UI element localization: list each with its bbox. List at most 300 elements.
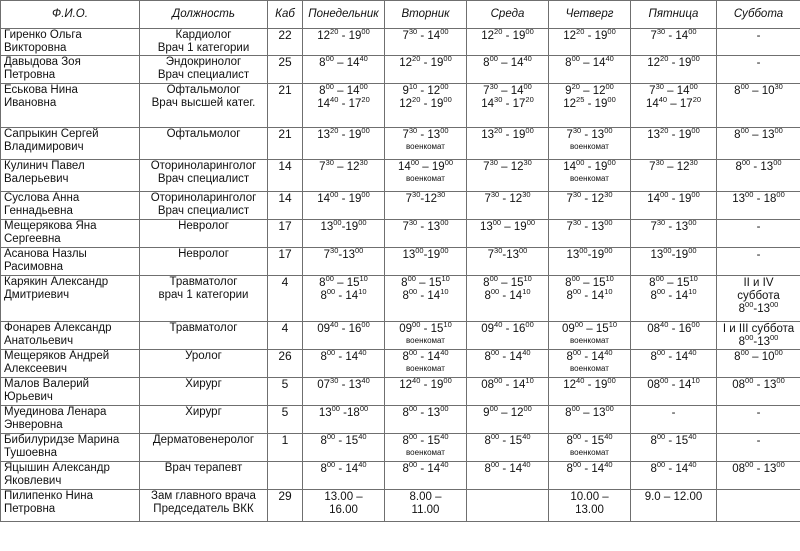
schedule-thursday [549,160,631,192]
schedule-saturday [717,160,800,192]
time-range: 9.0 – 12.00 [644,491,703,503]
time-range: $8^{00} - 13^{00}$ [402,404,449,419]
doctor-position [140,29,268,56]
time-range: $8^{00} - 14^{40}$ [484,460,531,475]
time-range: $8^{00}-13^{00}$ [738,333,779,348]
doctor-name-line: Давыдова Зоя [4,56,81,68]
doctor-position-line: Хирург [185,378,222,390]
schedule-monday [303,406,385,434]
schedule-tuesday [385,406,467,434]
doctor-name-line: Яковлевич [4,475,62,487]
schedule-friday [631,128,717,160]
schedule-friday [631,490,717,522]
time-range: $7^{30} - 13^{00}$ [566,218,613,233]
doctor-position-line: Врач 1 категории [157,42,250,54]
time-range: 11.00 [411,504,440,516]
col-header-position: Должность [140,1,268,29]
doctor-name-line: Гиренко Ольга [4,29,82,41]
time-range: $14^{00} - 19^{00}$ [647,190,700,205]
doctor-position-line: Оториноларинголог [150,160,257,172]
time-range: $7^{30} - 13^{00}$ [402,126,449,141]
table-row [1,434,800,462]
doctor-name-line: Яцышин Александр [4,462,110,474]
schedule-thursday [549,350,631,378]
schedule-saturday [717,462,800,490]
time-range: - [756,435,761,447]
time-range: $9^{00} - 12^{00}$ [483,404,532,419]
doctor-name-line: Малов Валерий [4,378,90,390]
time-range: $12^{20} - 19^{00}$ [399,54,452,69]
schedule-thursday [549,56,631,84]
time-range: $8^{00} - 14^{40}$ [319,54,368,69]
doctor-position-line: Врач специалист [157,173,250,185]
time-range: $13^{00} - 18^{00}$ [732,190,785,205]
doctor-position [140,378,268,406]
doctor-name-line: Петровна [4,503,56,515]
doctor-position-line: Врач высшей катег. [151,97,256,109]
time-range: - [756,249,761,261]
doctor-name [1,378,140,406]
header-row [1,1,800,29]
time-range: $8^{00} - 14^{40}$ [565,54,614,69]
col-header-tuesday: Вторник [385,1,467,29]
time-range: $08^{00} - 13^{00}$ [732,376,785,391]
schedule-monday [303,248,385,276]
time-range: $13^{20} - 19^{00}$ [647,126,700,141]
schedule-monday [303,434,385,462]
time-range: $7^{30} - 13^{00}$ [402,218,449,233]
doctor-name-line: Дмитриевич [4,289,70,301]
doctor-position [140,350,268,378]
schedule-thursday [549,128,631,160]
time-range: $12^{20} - 19^{00}$ [647,54,700,69]
table-row [1,490,800,522]
schedule-saturday [717,220,800,248]
schedule-tuesday [385,56,467,84]
doctor-position-line: Зам главного врача [151,490,256,502]
time-range: $8^{00} - 15^{10}$ [649,274,698,289]
schedule-monday [303,84,385,128]
time-range: $14^{00} - 19^{00}$ [397,158,454,173]
table-row [1,406,800,434]
cabinet-number: 4 [268,276,303,322]
schedule-wednesday [467,192,549,220]
doctor-position-line: Хирург [185,406,222,418]
schedule-tuesday [385,29,467,56]
cabinet-number: 22 [268,29,303,56]
time-range: $8^{00} - 14^{10}$ [566,287,613,302]
schedule-monday [303,29,385,56]
time-range: $8^{00} - 14^{40}$ [650,348,697,363]
schedule-wednesday [467,84,549,128]
time-range: $12^{40} - 19^{00}$ [399,376,452,391]
time-range: 8.00 – [409,491,442,503]
doctor-name-line: Бибилуридзе Марина [4,434,120,446]
doctor-position-line: врач 1 категории [158,289,249,301]
schedule-wednesday [467,378,549,406]
time-range: $9^{20} - 12^{00}$ [565,82,614,97]
time-range: $12^{40} - 19^{00}$ [563,376,616,391]
time-range: $08^{40} - 16^{00}$ [647,320,700,335]
cabinet-number: 5 [268,378,303,406]
time-range: $8^{00} - 14^{40}$ [484,348,531,363]
time-range: $8^{00} - 13^{00}$ [734,126,783,141]
time-range: $7^{30} - 14^{00}$ [649,82,698,97]
table-row [1,322,800,350]
doctor-name [1,490,140,522]
table-row [1,56,800,84]
schedule-saturday [717,434,800,462]
schedule-tuesday [385,248,467,276]
doctor-name [1,56,140,84]
doctor-position-line: Офтальмолог [166,84,241,96]
time-range: $14^{40} - 17^{20}$ [317,95,370,110]
schedule-friday [631,462,717,490]
time-range: $7^{30} - 12^{30}$ [649,158,698,173]
time-range: $12^{25} - 19^{00}$ [563,95,616,110]
doctor-name-line: Еськова Нина [4,84,78,96]
col-header-cab: Каб [268,1,303,29]
schedule-monday [303,160,385,192]
cabinet-number: 4 [268,322,303,350]
schedule-friday [631,276,717,322]
doctor-position-line: Травматолог [169,322,238,334]
schedule-note: военкомат [570,174,609,183]
schedule-monday [303,350,385,378]
time-range: $8^{00} - 14^{40}$ [483,54,532,69]
schedule-tuesday [385,160,467,192]
time-range: $8^{00} - 14^{10}$ [402,287,449,302]
time-range: $7^{30} - 13^{00}$ [566,126,613,141]
schedule-wednesday [467,462,549,490]
time-range: $8^{00} - 14^{40}$ [566,460,613,475]
time-range: $8^{00} - 14^{40}$ [566,348,613,363]
time-range: $14^{00} - 19^{00}$ [317,190,370,205]
doctor-name-line: Алексеевич [4,363,68,375]
cabinet-number: 5 [268,406,303,434]
doctor-position [140,406,268,434]
doctor-name-line: Пилипенко Нина [4,490,94,502]
time-range: $14^{00} - 19^{00}$ [563,158,616,173]
schedule-note: военкомат [406,174,445,183]
schedule-tuesday [385,490,467,522]
doctor-name-line: Мещерякова Яна [4,220,97,232]
doctor-position-line: Уролог [185,350,222,362]
schedule-friday [631,434,717,462]
doctor-position [140,56,268,84]
doctor-name-line: Юрьевич [4,391,53,403]
cabinet-number: 21 [268,128,303,160]
schedule-wednesday [467,434,549,462]
doctor-position-line: Невролог [178,220,229,232]
doctor-position-line: Врач специалист [157,205,250,217]
table-row [1,276,800,322]
schedule-thursday [549,378,631,406]
schedule-thursday [549,406,631,434]
time-range: - [756,30,761,42]
time-range: $12^{20} - 19^{00}$ [563,27,616,42]
doctor-name-line: Сапрыкин Сергей [4,128,99,140]
table-row [1,192,800,220]
schedule-thursday [549,276,631,322]
schedule-friday [631,29,717,56]
doctor-name-line: Анатольевич [4,335,74,347]
time-range: $13^{00}-19^{00}$ [402,246,449,261]
time-range: $13^{00}$ $-18^{00}$ [318,404,369,419]
time-range: $7^{30} - 13^{00}$ [650,218,697,233]
schedule-thursday [549,29,631,56]
time-range: $13^{00}-19^{00}$ [566,246,613,261]
doctor-name [1,84,140,128]
schedule-monday [303,276,385,322]
schedule-monday [303,56,385,84]
col-header-friday: Пятница [631,1,717,29]
doctor-name [1,29,140,56]
doctor-name-line: Суслова Анна [4,192,80,204]
doctor-name-line: Ивановна [4,97,57,109]
schedule-monday [303,462,385,490]
schedule-monday [303,490,385,522]
doctor-name-line: Кулинич Павел [4,160,85,172]
time-range: $12^{20} - 19^{00}$ [399,95,452,110]
doctor-position [140,490,268,522]
time-range: $13^{00} - 19^{00}$ [479,218,536,233]
doctor-name-line: Карякин Александр [4,276,109,288]
schedule-thursday [549,248,631,276]
schedule-tuesday [385,192,467,220]
schedule-note: военкомат [570,448,609,457]
time-range: $09^{40} - 16^{00}$ [317,320,370,335]
doctor-position [140,248,268,276]
time-range: $8^{00} - 13^{00}$ [565,404,614,419]
schedule-thursday [549,490,631,522]
time-range: $08^{00} - 14^{10}$ [647,376,700,391]
doctor-name-line: Сергеевна [4,233,61,245]
schedule-friday [631,322,717,350]
time-range: $08^{00} - 13^{00}$ [732,460,785,475]
doctor-name-line: Валерьевич [4,173,69,185]
doctor-name-line: Геннадьевна [4,205,73,217]
schedule-wednesday [467,220,549,248]
col-header-saturday: Суббота [717,1,800,29]
schedule-wednesday [467,128,549,160]
time-range: $13^{20} - 19^{00}$ [317,126,370,141]
schedule-wednesday [467,160,549,192]
schedule-monday [303,128,385,160]
cabinet-number: 1 [268,434,303,462]
doctor-position [140,160,268,192]
time-range: $12^{20} - 19^{00}$ [481,27,534,42]
schedule-note: военкомат [406,364,445,373]
time-range: $13^{20} - 19^{00}$ [481,126,534,141]
schedule-saturday [717,276,800,322]
schedule-saturday [717,406,800,434]
schedule-tuesday [385,84,467,128]
schedule-note: военкомат [406,336,445,345]
doctor-name [1,276,140,322]
table-row [1,248,800,276]
time-range: $08^{00} - 14^{10}$ [481,376,534,391]
time-range: $8^{00} - 14^{10}$ [650,287,697,302]
time-range: - [671,407,676,419]
time-range: $13^{00}-19^{00}$ [650,246,697,261]
schedule-friday [631,350,717,378]
schedule-saturday [717,490,800,522]
doctor-position-line: Врач терапевт [164,462,243,474]
doctor-position-line: Председатель ВКК [153,503,254,515]
col-header-name: Ф.И.О. [1,1,140,29]
doctor-name-line: Викторовна [4,42,67,54]
doctor-position [140,128,268,160]
schedule-thursday [549,220,631,248]
schedule-friday [631,248,717,276]
time-range: $8^{00} - 15^{40}$ [566,432,613,447]
doctor-position-line: Кардиолог [175,29,232,41]
col-header-wednesday: Среда [467,1,549,29]
schedule-thursday [549,192,631,220]
time-range: $8^{00} - 15^{10}$ [401,274,450,289]
time-range: $13^{00}-19^{00}$ [320,218,367,233]
cabinet-number: 17 [268,220,303,248]
table-row [1,29,800,56]
time-range: - [756,407,761,419]
schedule-saturday [717,56,800,84]
cabinet-number: 25 [268,56,303,84]
cabinet-number: 17 [268,248,303,276]
time-range: $7^{30} - 12^{30}$ [566,190,613,205]
time-range: $7^{30} - 12^{30}$ [319,158,368,173]
schedule-wednesday [467,350,549,378]
table-row [1,378,800,406]
time-range: $8^{00} - 13^{00}$ [735,158,782,173]
doctor-name [1,406,140,434]
table-row [1,128,800,160]
schedule-thursday [549,434,631,462]
doctor-name [1,350,140,378]
time-range: I и III суббота [722,323,795,335]
time-range: 10.00 – [570,491,609,503]
schedule-saturday [717,248,800,276]
doctor-name-line: Мещеряков Андрей [4,350,110,362]
col-header-thursday: Четверг [549,1,631,29]
schedule-tuesday [385,462,467,490]
schedule-wednesday [467,322,549,350]
doctor-position [140,322,268,350]
doctor-position [140,220,268,248]
time-range: II и IV [743,277,774,289]
time-range: 16.00 [329,504,358,516]
doctor-position [140,84,268,128]
schedule-friday [631,406,717,434]
schedule-thursday [549,322,631,350]
doctor-position [140,276,268,322]
time-range: $8^{00}-13^{00}$ [738,300,779,315]
time-range: $7^{30} - 12^{30}$ [484,190,531,205]
doctor-name-line: Асанова Назлы [4,248,87,260]
doctor-name-line: Энверовна [4,419,63,431]
doctor-name-line: Петровна [4,69,56,81]
schedule-monday [303,192,385,220]
schedule-saturday [717,322,800,350]
time-range: $7^{30}-13^{00}$ [323,246,364,261]
cabinet-number: 26 [268,350,303,378]
time-range: $7^{30} - 12^{30}$ [483,158,532,173]
time-range: $7^{30} - 14^{00}$ [483,82,532,97]
cabinet-number: 14 [268,160,303,192]
time-range: $9^{10} - 12^{00}$ [402,82,449,97]
time-range: $8^{00} - 14^{10}$ [320,287,367,302]
schedule-friday [631,220,717,248]
schedule-saturday [717,378,800,406]
doctor-position-line: Эндокринолог [165,56,242,68]
cabinet-number: 14 [268,192,303,220]
time-range: суббота [737,290,780,302]
schedule-note: военкомат [570,364,609,373]
doctor-name [1,220,140,248]
schedule-friday [631,192,717,220]
doctor-name [1,128,140,160]
doctor-position-line: Врач специалист [157,69,250,81]
doctor-name [1,462,140,490]
time-range: $7^{30} - 14^{00}$ [402,27,449,42]
table-row [1,84,800,128]
time-range: $07^{30} - 13^{40}$ [317,376,370,391]
cabinet-number: 29 [268,490,303,522]
schedule-saturday [717,350,800,378]
schedule-tuesday [385,220,467,248]
table-row [1,462,800,490]
time-range: $8^{00} - 15^{40}$ [650,432,697,447]
time-range: 13.00 – [324,491,363,503]
time-range: $14^{40} - 17^{20}$ [645,95,702,110]
schedule-monday [303,378,385,406]
schedule-tuesday [385,276,467,322]
schedule-wednesday [467,29,549,56]
col-header-monday: Понедельник [303,1,385,29]
time-range: $8^{00} - 15^{10}$ [565,274,614,289]
doctor-name-line: Расимовна [4,261,64,273]
table-row [1,160,800,192]
time-range: $8^{00} - 15^{10}$ [319,274,368,289]
table-row [1,350,800,378]
doctor-position-line: Оториноларинголог [150,192,257,204]
time-range: $12^{20} - 19^{00}$ [317,27,370,42]
time-range: $8^{00} - 15^{40}$ [402,432,449,447]
time-range: $8^{00} - 14^{40}$ [402,348,449,363]
schedule-wednesday [467,276,549,322]
schedule-note: военкомат [406,448,445,457]
doctor-name [1,192,140,220]
doctor-position-line: Невролог [178,248,229,260]
schedule-tuesday [385,350,467,378]
doctor-name [1,160,140,192]
schedule-monday [303,220,385,248]
time-range: $09^{00} - 15^{10}$ [399,320,452,335]
time-range: $8^{00} - 15^{40}$ [320,432,367,447]
time-range: $8^{00} - 14^{40}$ [402,460,449,475]
schedule-saturday [717,84,800,128]
schedule-monday [303,322,385,350]
time-range: $7^{30}-12^{30}$ [405,190,446,205]
schedule-wednesday [467,56,549,84]
cabinet-number: 21 [268,84,303,128]
schedule-friday [631,84,717,128]
time-range: $7^{30} - 14^{00}$ [650,27,697,42]
schedule-thursday [549,462,631,490]
time-range: $8^{00} - 10^{00}$ [734,348,783,363]
schedule-thursday [549,84,631,128]
doctor-name-line: Владимирович [4,141,84,153]
